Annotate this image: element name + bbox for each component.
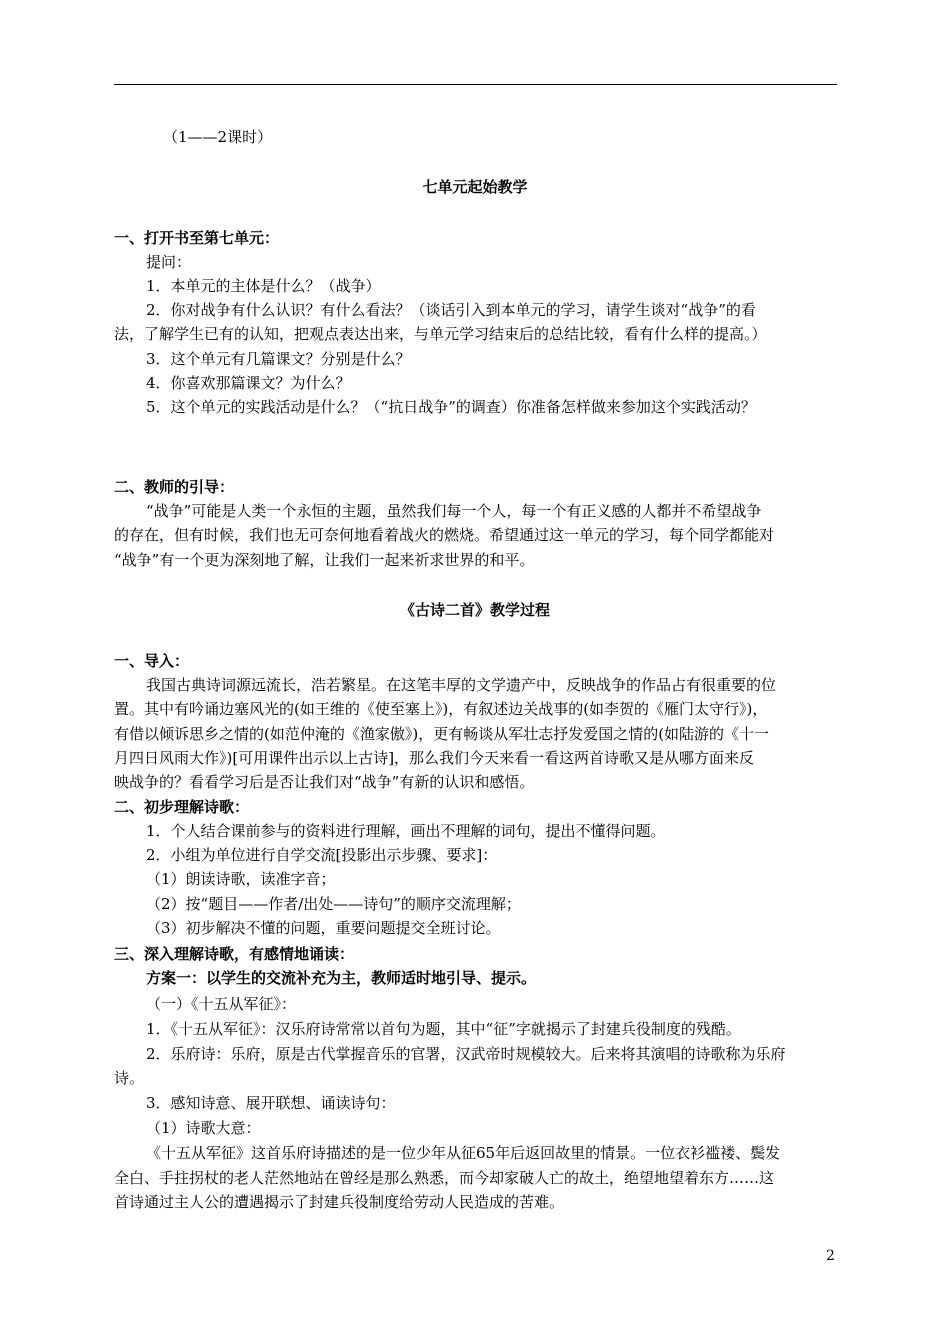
list-item: （1）朗读诗歌，读准字音； [146, 870, 336, 888]
paragraph-line: 首诗通过主人公的遭遇揭示了封建兵役制度给劳动人民造成的苦难。 [114, 1193, 565, 1211]
paragraph-line: 全白、手拄拐杖的老人茫然地站在曾经是那么熟悉，而今却家破人亡的故土，绝望地望着东方……这 [114, 1169, 775, 1187]
list-item: 2．小组为单位进行自学交流[投影出示步骤、要求]： [146, 846, 498, 864]
paragraph-line: 月四日风雨大作》)[可用课件出示以上古诗]，那么我们今天来看一看这两首诗歌又是从哪方面来反 [114, 749, 755, 767]
sub-heading: （一）《十五从军征》： [146, 995, 297, 1013]
paragraph-line: “战争”可能是人类一个永恒的主题，虽然我们每一个人，每一个有正义感的人都并不希望战争 [146, 502, 762, 520]
header-rule [114, 84, 837, 85]
paragraph-line: 《十五从军征》这首乐府诗描述的是一位少年从征65年后返回故里的情景。一位衣衫褴褛、鬓发 [146, 1144, 781, 1162]
question-item-continued: 法，了解学生已有的认知，把观点表达出来，与单元学习结束后的总结比较，看有什么样的提高。） [114, 325, 767, 343]
section-heading: 二、教师的引导： [114, 478, 235, 496]
paragraph-line: 提问： [146, 253, 192, 271]
paragraph-line: 的存在，但有时候，我们也无可奈何地看着战火的燃烧。希望通过这一单元的学习，每个同学都能对 [114, 526, 775, 544]
page-number: 2 [826, 1248, 835, 1264]
question-item: 4．你喜欢那篇课文？为什么？ [146, 374, 351, 392]
question-item: 2．你对战争有什么认识？有什么看法？（谈话引入到本单元的学习，请学生谈对“战争”的看 [146, 301, 756, 319]
paragraph-line: 置。其中有吟诵边塞风光的(如王维的《使至塞上》)，有叙述边关战事的(如李贺的《雁门太守行》)， [114, 700, 768, 718]
plan-heading: 方案一：以学生的交流补充为主，教师适时地引导、提示。 [146, 969, 537, 987]
paragraph-line: “战争”有一个更为深刻地了解，让我们一起来祈求世界的和平。 [114, 551, 535, 569]
list-item: （2）按“题目——作者/出处——诗句”的顺序交流理解； [146, 895, 521, 913]
section-heading: 三、深入理解诗歌，有感情地诵读： [114, 945, 355, 963]
list-item: 3．感知诗意、展开联想、诵读诗句： [146, 1094, 396, 1112]
class-hours-note: （1——2课时） [163, 128, 273, 146]
list-item: 1．《十五从军征》：汉乐府诗常常以首句为题，其中“征”字就揭示了封建兵役制度的残酷。 [146, 1020, 741, 1038]
question-item: 3．这个单元有几篇课文？分别是什么？ [146, 350, 411, 368]
list-item: 2．乐府诗：乐府，原是古代掌握音乐的官署，汉武帝时规模较大。后来将其演唱的诗歌称为乐府 [146, 1045, 786, 1063]
paragraph-line: 有借以倾诉思乡之情的(如范仲淹的《渔家傲》)，更有畅谈从军壮志抒发爱国之情的(如陆游的《十一 [114, 725, 770, 743]
section-heading: 一、导入： [114, 652, 190, 670]
list-item-continued: 诗。 [114, 1069, 145, 1087]
list-item: 1．个人结合课前参与的资料进行理解，画出不理解的词句，提出不懂得问题。 [146, 822, 666, 840]
paragraph-line: 我国古典诗词源远流长，浩若繁星。在这笔丰厚的文学遗产中，反映战争的作品占有很重要的位 [146, 676, 777, 694]
list-item: （3）初步解决不懂的问题，重要问题提交全班讨论。 [146, 919, 501, 937]
question-item: 1．本单元的主体是什么？（战争） [146, 277, 381, 295]
unit-title: 七单元起始教学 [422, 178, 528, 196]
section-heading: 一、打开书至第七单元： [114, 229, 280, 247]
section-heading: 二、初步理解诗歌： [114, 798, 250, 816]
list-item: （1）诗歌大意： [146, 1119, 261, 1137]
paragraph-line: 映战争的？看看学习后是否让我们对“战争”有新的认识和感悟。 [114, 773, 535, 791]
lesson-title: 《古诗二首》教学过程 [399, 601, 550, 619]
question-item: 5．这个单元的实践活动是什么？（“抗日战争”的调查）你准备怎样做来参加这个实践活动？ [146, 398, 756, 416]
